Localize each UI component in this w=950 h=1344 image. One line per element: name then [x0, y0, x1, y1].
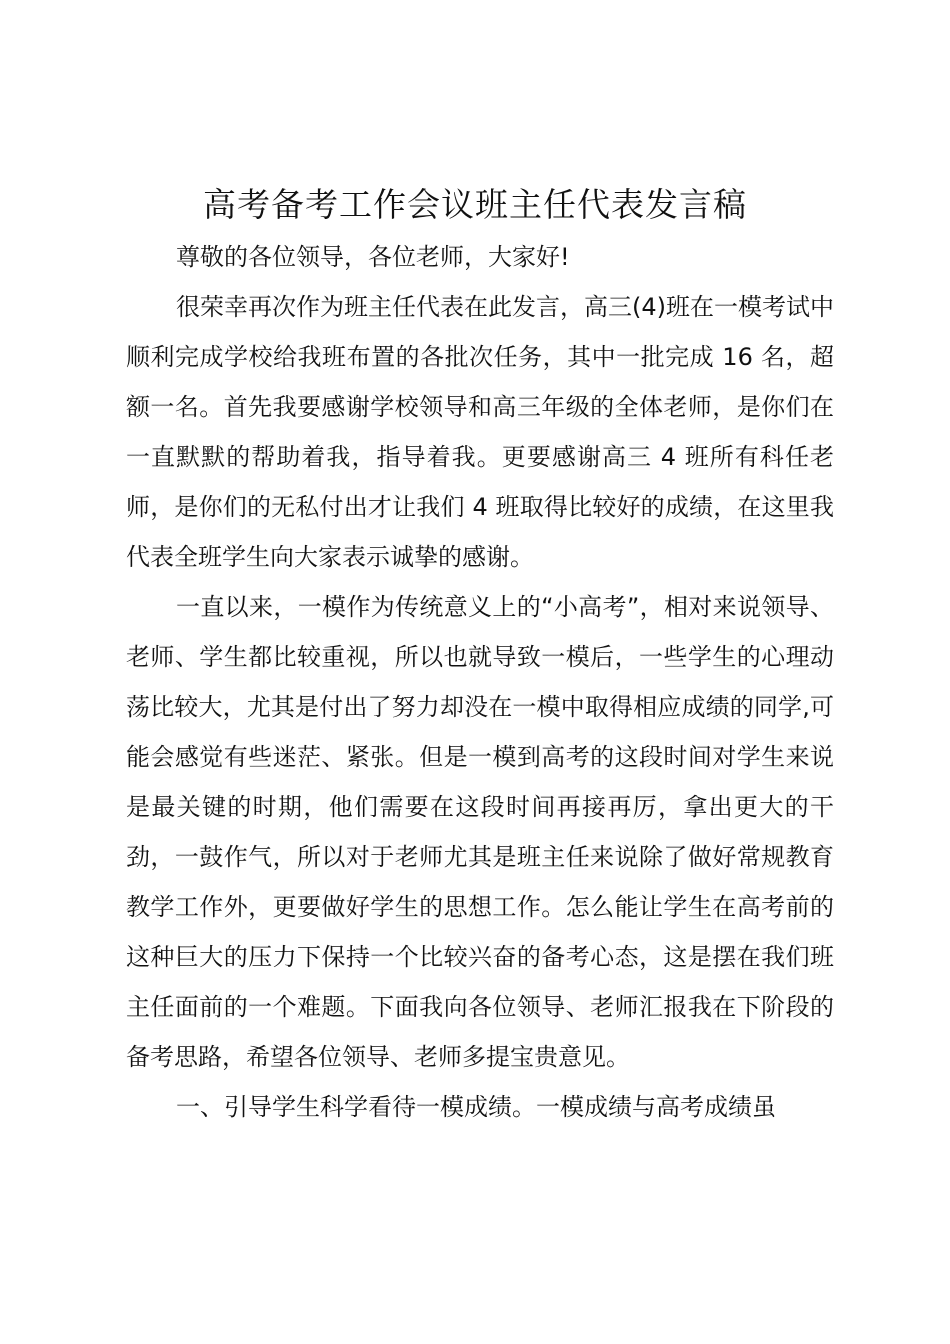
paragraph-point-one: 一、引导学生科学看待一模成绩。一模成绩与高考成绩虽 [176, 1093, 776, 1121]
document-title: 高考备考工作会议班主任代表发言稿 [203, 185, 747, 224]
paragraph-greeting: 尊敬的各位领导，各位老师，大家好! [176, 243, 570, 271]
document-body [126, 232, 834, 1132]
paragraph-thanks: 很荣幸再次作为班主任代表在此发言，高三(4)班在一模考试中顺利完成学校给我班布置的各批次任务，其中一批完成 16 名，超额一名。首先我要感谢学校领导和高三年级的全体老师，是你们在一直默默的帮助着我，指导着我。更要感谢高三 4 班所有科任老师，是你们的无私付出才让我们 4 班取得比较好的成绩，在这里我代表全班学生向大家表示诚挚的感谢。 [126, 293, 834, 571]
paragraph-context: 一直以来，一模作为传统意义上的“小高考”，相对来说领导、老师、学生都比较重视，所以也就导致一模后，一些学生的心理动荡比较大，尤其是付出了努力却没在一模中取得相应成绩的同学,可能会感觉有些迷茫、紧张。但是一模到高考的这段时间对学生来说是最关键的时期，他们需要在这段时间再接再厉，拿出更大的干劲，一鼓作气，所以对于老师尤其是班主任来说除了做好常规教育教学工作外，更要做好学生的思想工作。怎么能让学生在高考前的这种巨大的压力下保持一个比较兴奋的备考心态，这是摆在我们班主任面前的一个难题。下面我向各位领导、老师汇报我在下阶段的备考思路，希望各位领导、老师多提宝贵意见。 [126, 593, 834, 1071]
